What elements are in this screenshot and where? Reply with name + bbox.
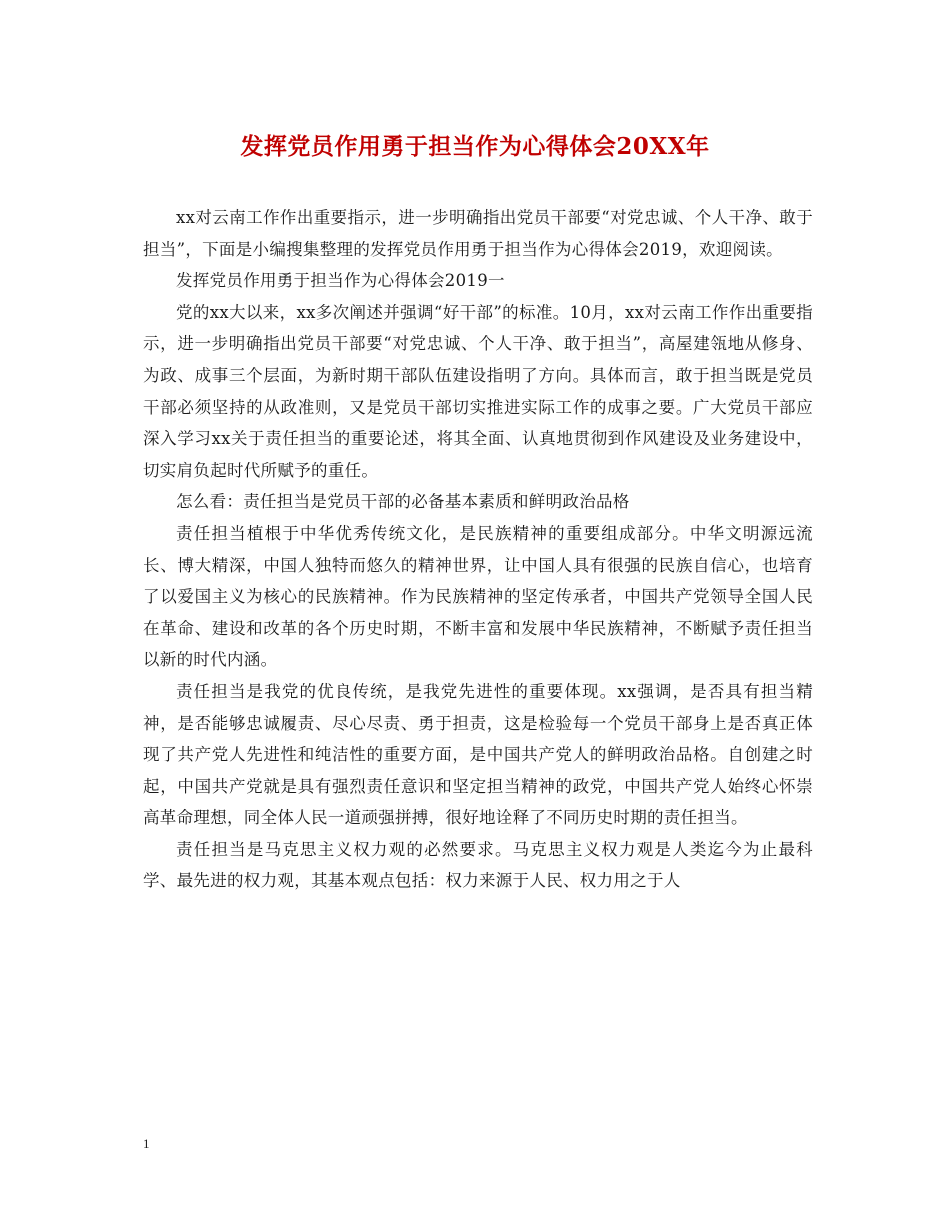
paragraph-party-tradition: 责任担当是我党的优良传统，是我党先进性的重要体现。xx强调，是否具有担当精神，是否能够忠诚履责、尽心尽责、勇于担责，这是检验每一个党员干部身上是否真正体现了共产党人先进性和纯洁性的重要方面，是中国共产党人的鲜明政治品格。自创建之时起，中国共产党就是具有强烈责任意识和坚定担当精神的政党，中国共产党人始终心怀崇高革命理想，同全体人民一道顽强拼搏，很好地诠释了不同历史时期的责任担当。: [143, 681, 813, 828]
paragraph-subheading: 怎么看：责任担当是党员干部的必备基本素质和鲜明政治品格: [176, 492, 630, 512]
paragraph-marxism: 责任担当是马克思主义权力观的必然要求。马克思主义权力观是人类迄今为止最科学、最先进的权力观，其基本观点包括：权力来源于人民、权力用之于人: [143, 839, 813, 891]
paragraph-section-heading: 发挥党员作用勇于担当作为心得体会2019一: [176, 271, 505, 291]
paragraph-tradition: 责任担当植根于中华优秀传统文化，是民族精神的重要组成部分。中华文明源远流长、博大精深，中国人独特而悠久的精神世界，让中国人具有很强的民族自信心，也培育了以爱国主义为核心的民族精神。作为民族精神的坚定传承者，中国共产党领导全国人民在革命、建设和改革的各个历史时期，不断丰富和发展中华民族精神，不断赋予责任担当以新的时代内涵。: [143, 523, 813, 670]
document-title: 发挥党员作用勇于担当作为心得体会20XX年: [240, 133, 710, 160]
document-body: [143, 202, 813, 897]
paragraph-intro: xx对云南工作作出重要指示，进一步明确指出党员干部要“对党忠诚、个人干净、敢于担当”，下面是小编搜集整理的发挥党员作用勇于担当作为心得体会2019，欢迎阅读。: [143, 208, 813, 259]
paragraph-good-cadre: 党的xx大以来，xx多次阐述并强调“好干部”的标准。10月，xx对云南工作作出重要指示，进一步明确指出党员干部要“对党忠诚、个人干净、敢于担当”，高屋建瓴地从修身、为政、成事三个层面，为新时期干部队伍建设指明了方向。具体而言，敢于担当既是党员干部必须坚持的从政准则，又是党员干部切实推进实际工作的成事之要。广大党员干部应深入学习xx关于责任担当的重要论述，将其全面、认真地贯彻到作风建设及业务建设中，切实肩负起时代所赋予的重任。: [143, 302, 813, 480]
page-number: 1: [143, 1136, 150, 1151]
